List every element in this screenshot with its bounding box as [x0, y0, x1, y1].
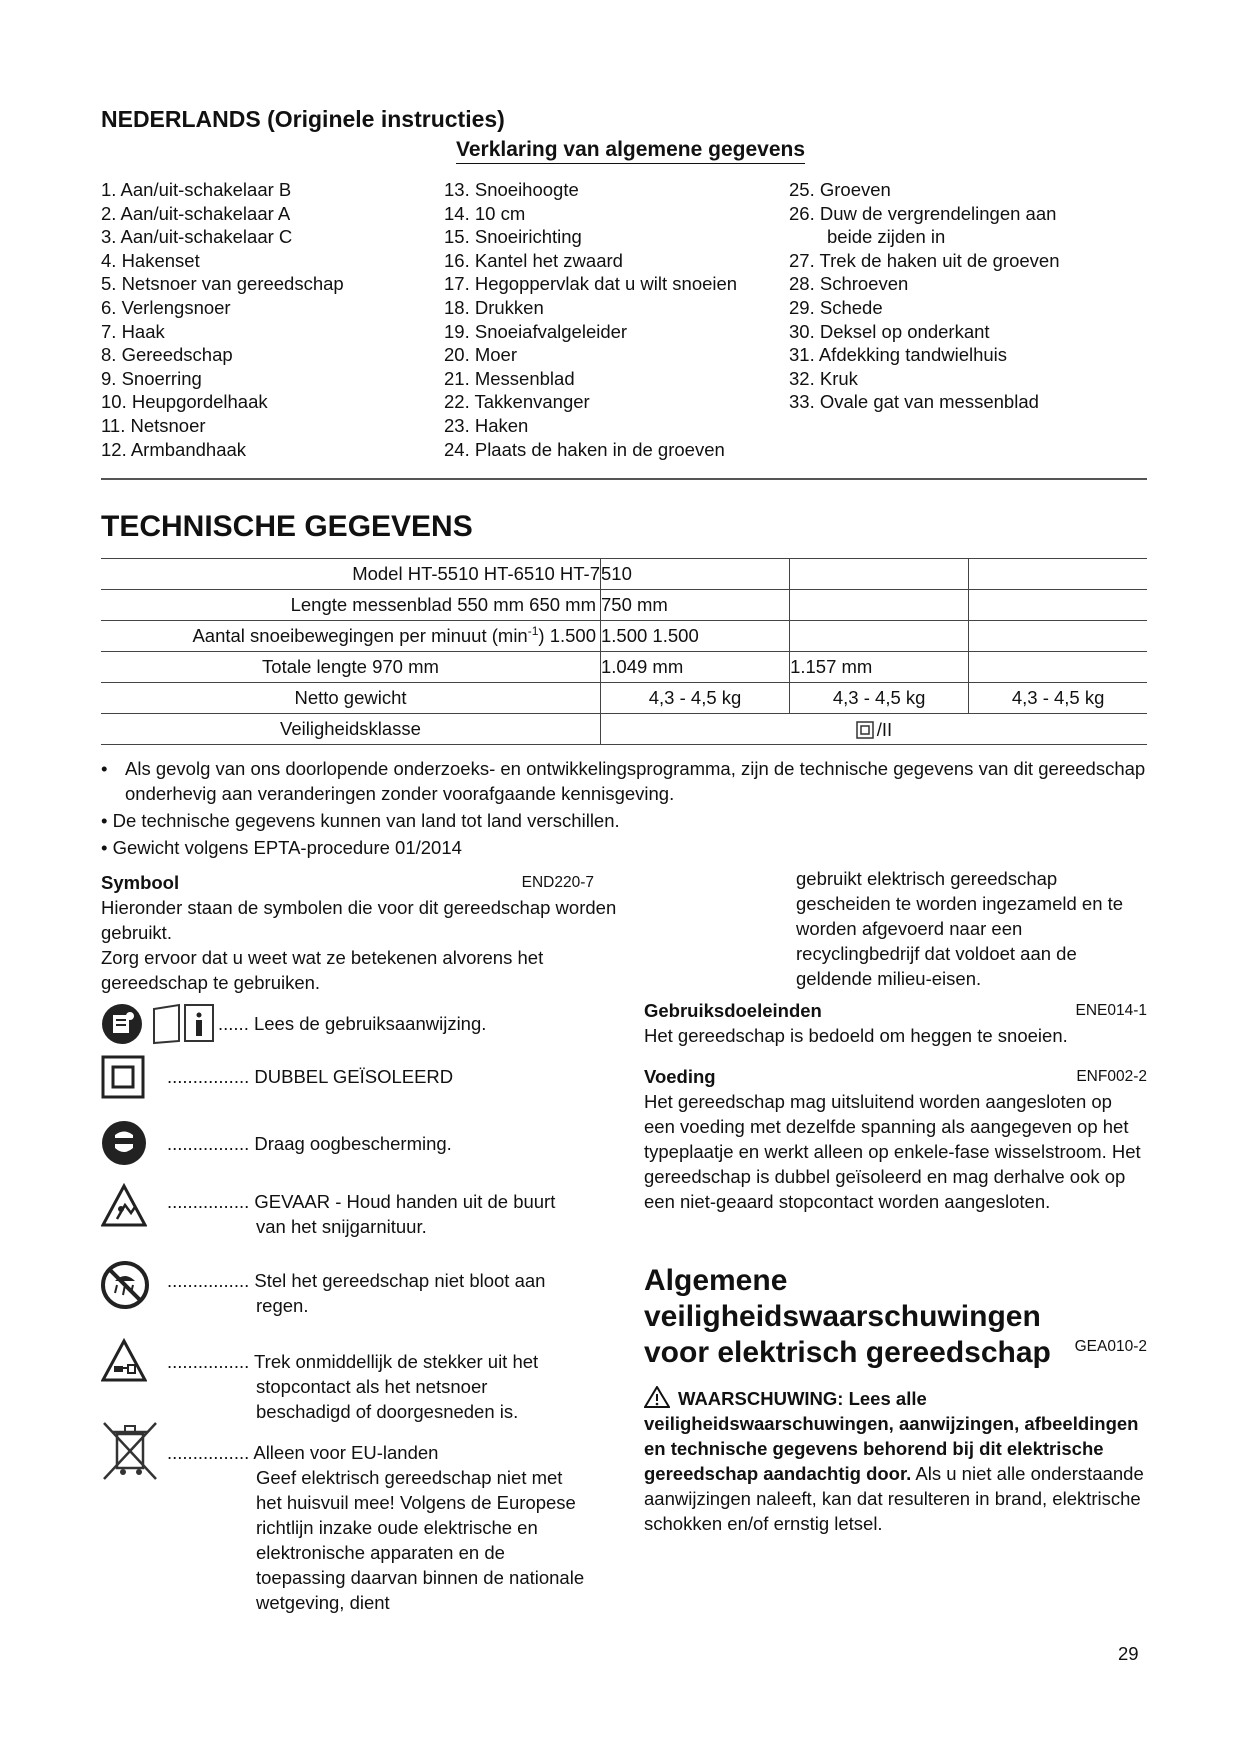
symbol-text: ...... Lees de gebruiksaanwijzing. [218, 1013, 487, 1034]
legend-item: 28. Schroeven [789, 273, 909, 295]
legend-column-2 [444, 178, 737, 461]
spec-label: Aantal snoeibewegingen per minuut $(\min^{-1})$ 1.500 [101, 621, 601, 652]
manual-info-icon [151, 1003, 217, 1045]
legend-item: 7. Haak [101, 320, 165, 342]
symbols-heading: Symbool [101, 872, 180, 893]
legend-column-1 [101, 178, 344, 461]
legend-item: 14. 10 cm [444, 202, 526, 224]
legend-item: 16. Kantel het zwaard [444, 249, 623, 271]
spec-cell [790, 621, 969, 652]
warning-block: WAARSCHUWING: Lees alle veiligheidswaarschuwingen, aanwijzingen, afbeeldingen en technische gegevens behorend bij dit elektrische gereedschap aandachtig door. Als u niet alle onderstaande aanwijzingen naleeft, kan dat resulteren in brand, elektrische schokken en/of ernstig letsel. [644, 1388, 1144, 1534]
table-row [101, 652, 1147, 683]
legend-item: 22. Takkenvanger [444, 391, 590, 413]
legend-item-continuation: beide zijden in [827, 226, 946, 248]
symbol-row [101, 1183, 641, 1243]
symbol-row [101, 1338, 641, 1422]
power-section [644, 1064, 1147, 1214]
spec-cell [969, 652, 1147, 683]
symbol-row [101, 1120, 641, 1170]
general-safety-heading: Algemene veiligheidswaarschuwingen voor elektrisch gereedschap GEA010-2 [644, 1264, 1147, 1369]
spec-cell [969, 559, 1147, 590]
symbol-text: ................ Alleen voor EU-landen Geef elektrisch gereedschap niet met het huisvuil mee! Volgens de Europese richtlijn inzake oude elektrische en elektronische apparaten en de toepassing daarvan binnen de nationale wetgeving, dient [167, 1442, 585, 1613]
table-row [101, 559, 1147, 590]
weee-continuation: gebruikt elektrisch gereedschap gescheiden te worden ingezameld en te worden afgevoerd naar een recyclingbedrijf dat voldoet aan de geldende milieu-eisen. [796, 868, 1124, 989]
tech-specs-title: TECHNISCHE GEGEVENS [101, 510, 473, 543]
legend-item: 29. Schede [789, 296, 883, 318]
legend-item: 31. Afdekking tandwielhuis [789, 344, 1008, 366]
legend-item: 21. Messenblad [444, 367, 575, 389]
page-number: 29 [1118, 1643, 1139, 1664]
tech-notes [101, 756, 1147, 860]
legend-item: 25. Groeven [789, 179, 891, 200]
legend-item: 6. Verlengsnoer [101, 296, 231, 318]
legend-item: 10. Heupgordelhaak [101, 391, 268, 413]
eye-protection-icon [101, 1120, 147, 1166]
symbol-row [101, 1420, 641, 1620]
spec-label: Lengte messenblad 550 mm 650 mm [101, 590, 601, 621]
section-divider [101, 478, 1147, 480]
power-text: Het gereedschap mag uitsluitend worden aangesloten op een voeding met dezelfde spanning als aangegeven op het typeplaatje en werkt alleen op enkele-fase wisselstroom. Het gereedschap is dubbel geïsoleerd en mag derhalve ook op een niet-geaard stopcontact worden aangesloten. [644, 1091, 1141, 1212]
spec-cell: 510 [601, 559, 790, 590]
danger-hands-icon [101, 1183, 147, 1229]
symbol-text: ................ Draag oogbescherming. [167, 1133, 452, 1154]
table-row [101, 621, 1147, 652]
symbol-text: ................ DUBBEL GEÏSOLEERD [167, 1066, 454, 1087]
legend-item: 13. Snoeihoogte [444, 179, 579, 200]
legend-item: 11. Netsnoer [101, 414, 206, 436]
spec-cell [790, 559, 969, 590]
legend-item: 2. Aan/uit-schakelaar A [101, 202, 291, 224]
symbol-row [101, 1261, 641, 1321]
symbol-row [101, 1003, 641, 1053]
usage-text: Het gereedschap is bedoeld om heggen te snoeien. [644, 1025, 1068, 1046]
spec-label: Model HT-5510 HT-6510 HT-7 [101, 559, 601, 590]
legend-item: 12. Armbandhaak [101, 438, 247, 460]
legend-item: 27. Trek de haken uit de groeven [789, 249, 1060, 271]
tech-note: • Gewicht volgens EPTA-procedure 01/2014 [101, 837, 462, 858]
tech-note: • De technische gegevens kunnen van land tot land verschillen. [101, 810, 620, 831]
read-manual-icon [101, 1003, 143, 1045]
spec-cell [790, 590, 969, 621]
spec-label: Netto gewicht [101, 683, 601, 714]
symbols-section [101, 870, 621, 995]
legend-item: 32. Kruk [789, 367, 858, 389]
language-title: NEDERLANDS (Originele instructies) [101, 106, 505, 132]
spec-cell [969, 621, 1147, 652]
legend-item: 33. Ovale gat van messenblad [789, 391, 1039, 413]
table-row [101, 683, 1147, 714]
symbol-text: ................ Stel het gereedschap niet bloot aan regen. [167, 1270, 546, 1316]
spec-cell [969, 590, 1147, 621]
weee-bin-icon [101, 1420, 159, 1482]
spec-label: Veiligheidsklasse [101, 714, 601, 745]
legend-item: 26. Duw de vergrendelingen aan [789, 202, 1057, 224]
safety-class-cell: /II [601, 714, 1148, 745]
legend-item: 5. Netsnoer van gereedschap [101, 273, 344, 295]
power-heading: Voeding [644, 1066, 716, 1087]
legend-item: 8. Gereedschap [101, 344, 233, 366]
legend-item: 30. Deksel op onderkant [789, 320, 990, 342]
unplug-warning-icon [101, 1338, 147, 1384]
table-row [101, 714, 1147, 745]
spec-cell: 1.049 mm [601, 652, 790, 683]
legend-item: 4. Hakenset [101, 249, 200, 271]
symbols-intro: Hieronder staan de symbolen die voor dit gereedschap worden gebruikt. [101, 897, 617, 943]
symbols-intro: Zorg ervoor dat u weet wat ze betekenen alvorens het gereedschap te gebruiken. [101, 947, 544, 993]
section-code: ENE014-1 [1075, 1002, 1147, 1019]
legend-item: 1. Aan/uit-schakelaar B [101, 179, 292, 200]
spec-cell: 750 mm [601, 590, 790, 621]
legend-item: 15. Snoeirichting [444, 226, 582, 248]
symbol-text: ................ Trek onmiddellijk de stekker uit het stopcontact als het netsnoer beschadigd of doorgesneden is. [167, 1351, 539, 1422]
legend-item: 3. Aan/uit-schakelaar C [101, 226, 293, 248]
spec-cell: 4,3 - 4,5 kg [790, 683, 969, 714]
legend-item: 23. Haken [444, 414, 529, 436]
legend-item: 24. Plaats de haken in de groeven [444, 438, 725, 460]
legend-column-3 [789, 178, 1060, 414]
tech-note: • Als gevolg van ons doorlopende onderzoeks- en ontwikkelingsprogramma, zijn de technische gegevens van dit gereedschap onderhevig aan veranderingen zonder voorafgaande kennisgeving. [101, 758, 1146, 804]
section-code: ENF002-2 [1076, 1068, 1147, 1085]
section-code: END220-7 [521, 874, 594, 891]
legend-item: 20. Moer [444, 344, 518, 366]
symbol-row [101, 1055, 641, 1105]
double-insulated-icon [101, 1055, 145, 1099]
declaration-title: Verklaring van algemene gegevens [456, 138, 805, 164]
legend-item: 19. Snoeiafvalgeleider [444, 320, 628, 342]
legend-item: 18. Drukken [444, 296, 544, 318]
legend-item: 17. Hegoppervlak dat u wilt snoeien [444, 273, 738, 295]
warning-icon [644, 1386, 670, 1408]
spec-cell: 1.500 1.500 [601, 621, 790, 652]
spec-cell: 4,3 - 4,5 kg [601, 683, 790, 714]
double-insulated-icon [856, 721, 874, 739]
no-rain-icon [101, 1261, 149, 1309]
legend-item: 9. Snoerring [101, 367, 202, 389]
usage-heading: Gebruiksdoeleinden [644, 1000, 822, 1021]
table-row [101, 590, 1147, 621]
spec-label: Totale lengte 970 mm [101, 652, 601, 683]
spec-cell: 1.157 mm [790, 652, 969, 683]
usage-section [644, 998, 1147, 1048]
spec-cell: 4,3 - 4,5 kg [969, 683, 1147, 714]
symbol-text: ................ GEVAAR - Houd handen uit de buurt van het snijgarnituur. [167, 1191, 556, 1237]
section-code: GEA010-2 [1074, 1338, 1147, 1355]
spec-table [101, 558, 1147, 745]
